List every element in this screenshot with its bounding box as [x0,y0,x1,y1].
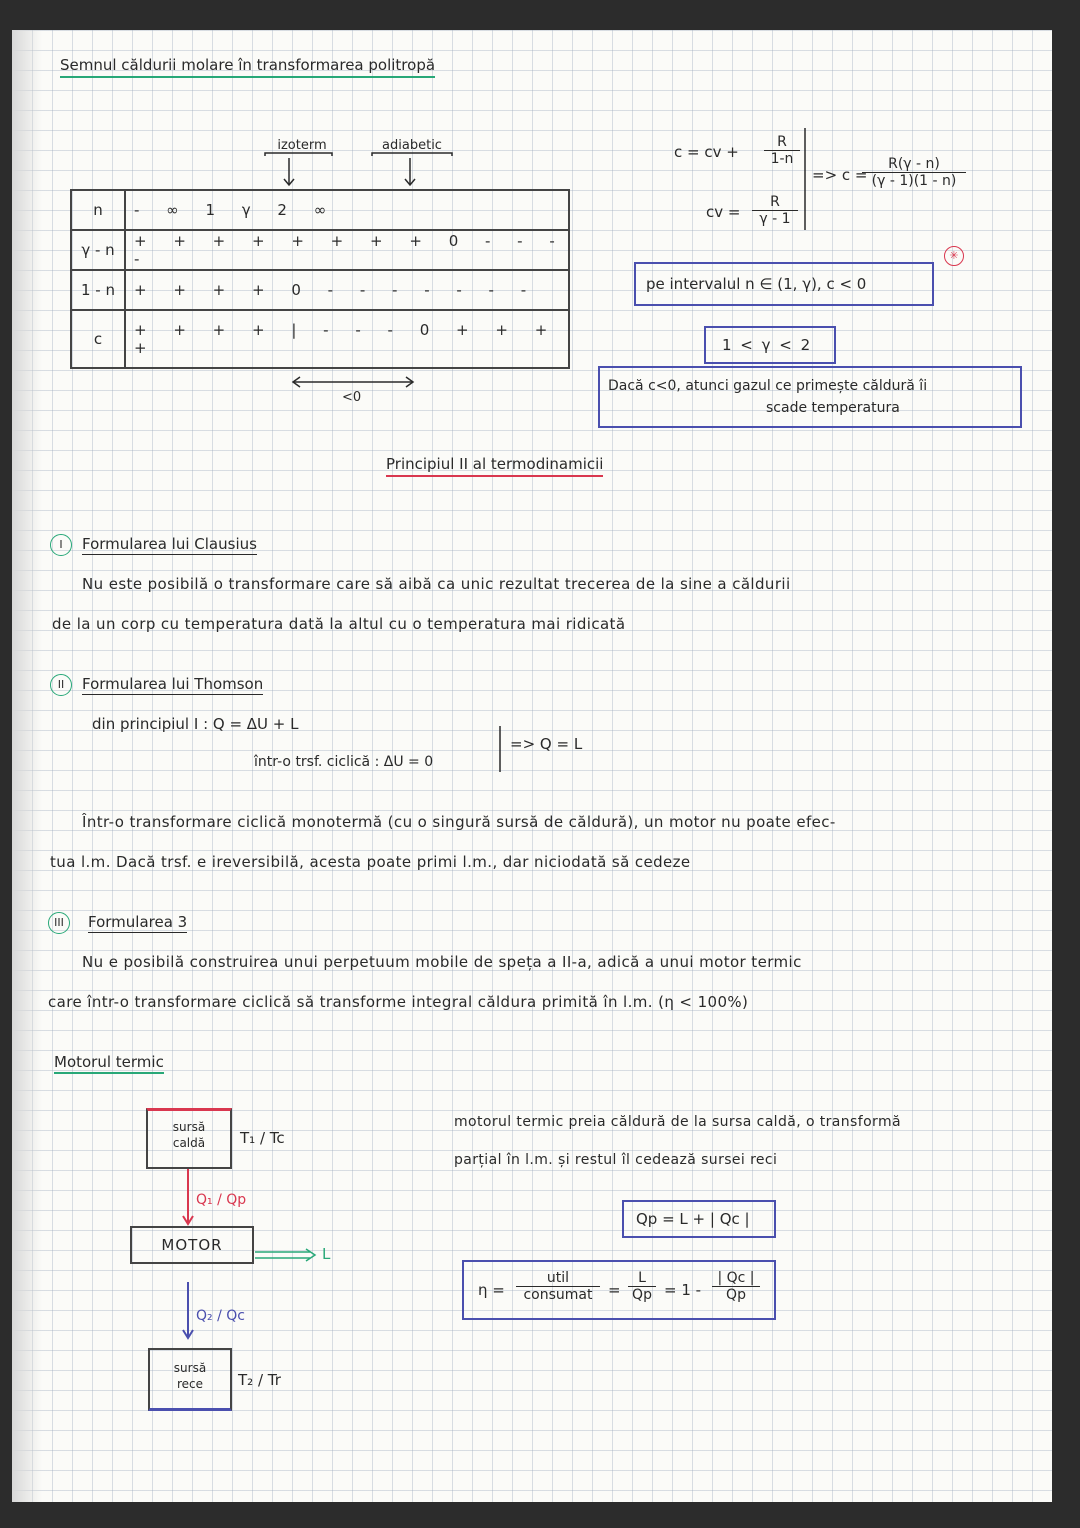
useful-label: util [516,1270,600,1287]
clausius-line2: de la un corp cu temperatura dată la altul cu o temperatura mai ridicată [52,615,626,633]
q1-label: Q₁ / Qp [196,1192,247,1208]
qc-over-qp-fraction [712,1270,760,1303]
qp-equation-box [622,1200,776,1238]
hot-source-box [146,1108,232,1169]
cold-source-box [148,1348,232,1411]
consumed-label: consumat [523,1287,593,1303]
c-formula-denominator: 1-n [770,151,794,167]
table-row [71,190,569,230]
section-number-3: III [48,912,70,934]
isotherm-bracket [265,153,332,156]
notebook-page [12,30,1070,1502]
isotherm-label: izoterm [277,138,327,153]
cv-formula-fraction [752,194,798,227]
hot-temp-label: T₁ / Tc [240,1129,285,1147]
table-row [71,310,569,368]
engine-heading: Motorul termic [54,1052,164,1074]
engine-desc-line2: parțial în l.m. și restul îl cedează sursei reci [454,1152,778,1168]
interval-box [634,262,934,306]
row-head-c: c [71,310,125,368]
engine-desc-line1: motorul termic preia căldură de la sursa caldă, o transformă [454,1114,901,1130]
star-mark-icon: ✳ [944,246,964,266]
eq-sign-1: = [608,1281,621,1299]
third-line2: care într-o transformare ciclică să transforme integral căldura primită în l.m. (η < 100%) [48,993,749,1011]
third-heading: Formularea 3 [88,913,188,931]
note-box-line2: scade temperatura [766,400,900,416]
neg-interval-label: <0 [342,390,362,405]
section-number-2: II [50,674,72,696]
third-line1: Nu e posibilă construirea unui perpetuum mobile de speța a II-a, adică a unui motor termic [82,953,802,971]
cv-formula-numerator: R [752,194,798,211]
thomson-line2: tua l.m. Dacă trsf. e ireversibilă, acesta poate primi l.m., dar niciodată să cedeze [50,853,691,871]
c-formula-fraction [764,134,800,167]
result-formula-numerator: R(γ - n) [862,156,966,173]
gamma-box-text: 1 < γ < 2 [722,336,813,354]
clausius-heading: Formularea lui Clausius [82,535,257,553]
row-values-c: + + + + | - - - 0 + + + + [125,310,569,368]
page-title: Semnul căldurii molare în transformarea politropă [60,55,435,78]
row-head-one-minus-n: 1 - n [71,270,125,310]
thomson-eq1: din principiul I : Q = ΔU + L [92,715,299,733]
qc-numerator: | Qc | [712,1270,760,1287]
efficiency-box [462,1260,776,1320]
thomson-result: => Q = L [510,735,583,753]
row-values-n: - ∞ 1 γ 2 ∞ [125,190,569,230]
result-formula-fraction [862,156,966,189]
qp-denominator-2: Qp [726,1287,746,1303]
thomson-line1: Într-o transformare ciclică monotermă (cu o singură sursă de căldură), un motor nu poate efec- [82,813,836,831]
cold-temp-label: T₂ / Tr [238,1371,281,1389]
motor-box [130,1226,254,1264]
row-values-one-minus-n: + + + + 0 - - - - - - - [125,270,569,310]
row-values-gamma-minus-n: + + + + + + + + 0 - - - - [125,230,569,270]
table-row [71,270,569,310]
q2-label: Q₂ / Qc [196,1308,245,1324]
work-over-qp-fraction [628,1270,656,1303]
adiabatic-bracket [372,153,452,156]
work-numerator: L [628,1270,656,1287]
cv-formula-denominator: γ - 1 [759,211,791,227]
c-formula-numerator: R [764,134,800,151]
sign-table [70,189,570,369]
section-title: Principiul II al termodinamicii [386,454,603,477]
work-label: L [322,1245,331,1263]
row-head-gamma-minus-n: γ - n [71,230,125,270]
qp-denominator: Qp [632,1287,652,1303]
eta-lhs: η = [478,1281,505,1299]
table-row [71,230,569,270]
note-box [598,366,1022,428]
section-number-1: I [50,534,72,556]
thomson-eq2: într-o trsf. ciclică : ΔU = 0 [254,754,434,770]
result-formula-denominator: (γ - 1)(1 - n) [871,173,957,189]
thomson-heading: Formularea lui Thomson [82,675,264,693]
adiabatic-label: adiabetic [382,138,442,153]
hot-source-label: sursă caldă [172,1120,206,1150]
qp-equation: Qp = L + | Qc | [636,1210,750,1228]
cold-source-label: sursă rece [173,1361,207,1391]
useful-consumed-fraction [516,1270,600,1303]
clausius-line1: Nu este posibilă o transformare care să aibă ca unic rezultat trecerea de la sine a căldurii [82,575,791,593]
one-minus: = 1 - [664,1281,702,1299]
cv-formula-lhs: cv = [706,203,741,221]
motor-label: MOTOR [161,1236,223,1254]
gamma-box [704,326,836,364]
interval-box-text: pe intervalul n ∈ (1, γ), c < 0 [646,275,867,293]
row-head-n: n [71,190,125,230]
result-formula-lhs: => c = [812,166,868,184]
note-box-line1: Dacă c<0, atunci gazul ce primește căldură îi [608,378,928,394]
c-formula-lhs: c = cv + [674,143,739,161]
